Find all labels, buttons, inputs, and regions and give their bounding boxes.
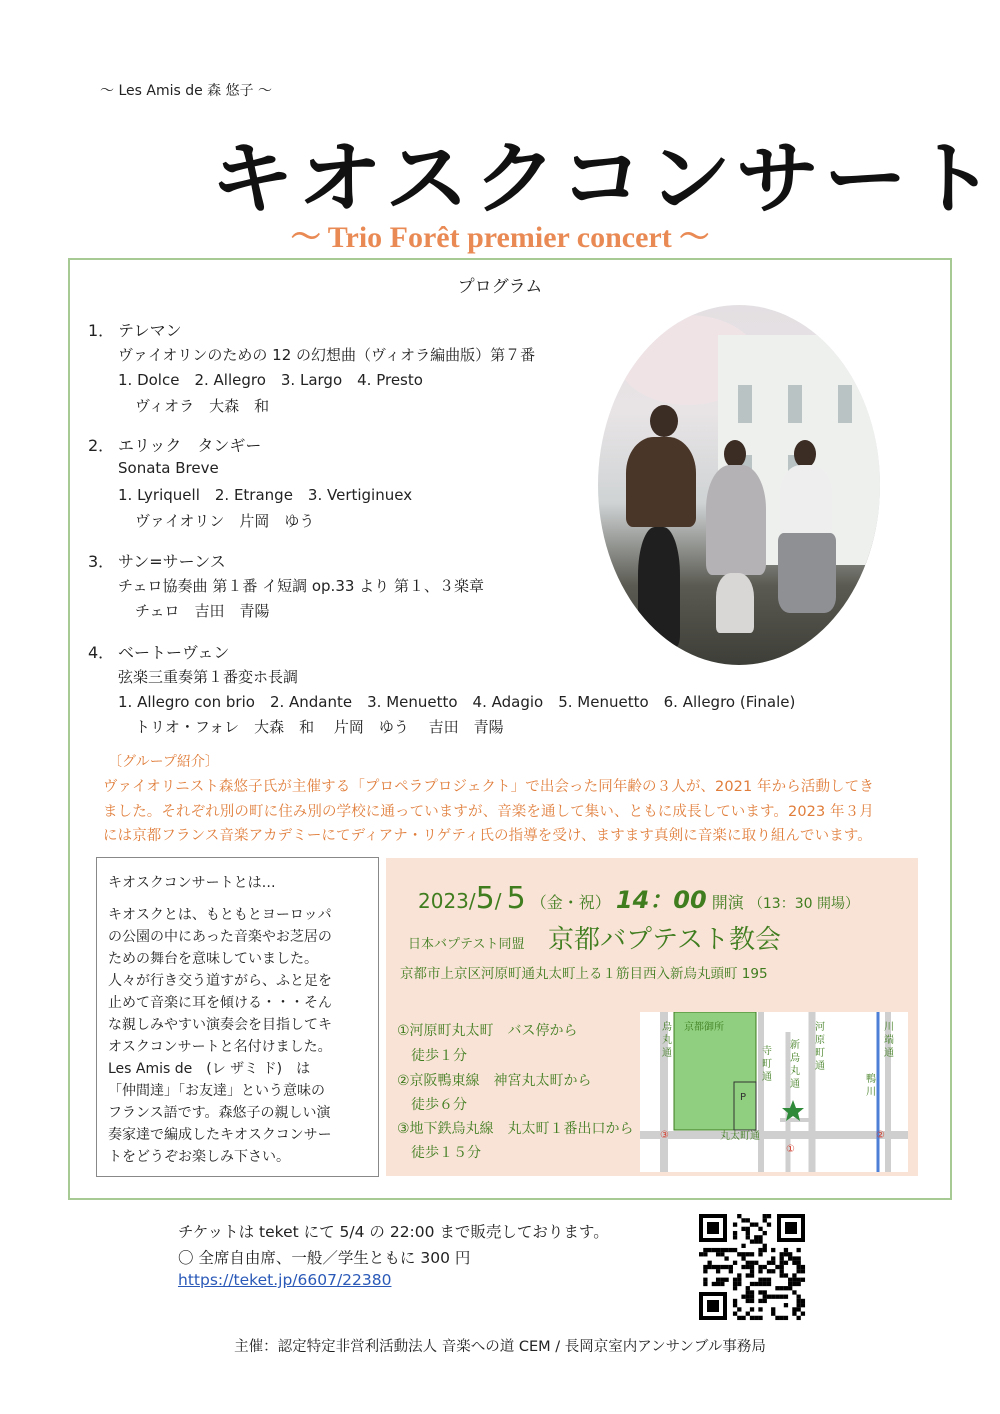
qr-module xyxy=(746,1252,750,1256)
qr-module xyxy=(703,1248,707,1252)
map-label-kawaramachi: 町 xyxy=(815,1048,825,1059)
person-2-legs xyxy=(716,573,754,633)
ticket-price: 〇 全席自由席、一般／学生ともに 300 円 xyxy=(178,1249,471,1267)
qr-module xyxy=(771,1248,775,1252)
qr-module xyxy=(733,1312,737,1316)
qr-module xyxy=(763,1278,767,1282)
date-separator: / xyxy=(494,889,502,913)
venue-address: 京都市上京区河原町通丸太町上る１筋目西入新烏丸頭町 195 xyxy=(400,966,768,982)
qr-module xyxy=(767,1261,771,1265)
qr-module xyxy=(801,1299,805,1303)
qr-module xyxy=(792,1261,796,1265)
group-intro-text: ヴァイオリニスト森悠子氏が主催する「プロペラプロジェクト」で出会った同年齢の３人が、2021 年から活動してき xyxy=(103,779,874,795)
program-movements: 1. Allegro con brio 2. Andante 3. Menuetto 4. Adagio 5. Menuetto 6. Allegro (Finale) xyxy=(118,693,796,711)
qr-module xyxy=(707,1261,711,1265)
kiosk-title: キオスクコンサートとは… xyxy=(108,875,276,891)
qr-module xyxy=(797,1278,801,1282)
map-label-shinkarasuma: 新 xyxy=(790,1040,800,1051)
qr-module xyxy=(763,1218,767,1222)
access-info: ②京阪鴨東線 神宮丸太町から xyxy=(397,1073,592,1089)
qr-module xyxy=(767,1278,771,1282)
qr-module xyxy=(733,1261,737,1265)
qr-module xyxy=(771,1312,775,1316)
subway-station-marker: ③ xyxy=(660,1130,669,1141)
program-work: 弦楽三重奏第１番変ホ長調 xyxy=(118,668,299,686)
program-composer: サン=サーンス xyxy=(118,552,226,571)
qr-module xyxy=(792,1273,796,1277)
kiosk-text: オスクコンサートと名付けました。 xyxy=(108,1039,332,1055)
concert-title: キオスクコンサート xyxy=(210,132,1000,226)
qr-module xyxy=(780,1295,784,1299)
qr-module xyxy=(716,1252,720,1256)
qr-module xyxy=(750,1261,754,1265)
qr-module xyxy=(746,1290,750,1294)
qr-module xyxy=(763,1282,767,1286)
bus-stop-marker: ① xyxy=(786,1144,795,1155)
qr-module xyxy=(780,1256,784,1260)
qr-module xyxy=(750,1307,754,1311)
qr-module xyxy=(771,1307,775,1311)
program-work: チェロ協奏曲 第１番 イ短調 op.33 より 第１、３楽章 xyxy=(118,577,484,595)
qr-module xyxy=(758,1239,762,1243)
qr-module xyxy=(767,1282,771,1286)
qr-module xyxy=(763,1214,767,1218)
kiosk-text: な親しみやすい演奏会を目指してキ xyxy=(108,1017,332,1033)
church-union: 日本バプテスト同盟 xyxy=(408,937,525,952)
program-composer: ベートーヴェン xyxy=(118,643,230,662)
qr-module xyxy=(758,1282,762,1286)
qr-module xyxy=(792,1307,796,1311)
qr-module xyxy=(733,1231,737,1235)
qr-module xyxy=(780,1286,784,1290)
program-item-number: 1． xyxy=(88,321,115,340)
program-work: Sonata Breve xyxy=(118,459,219,477)
qr-module xyxy=(729,1265,733,1269)
map-label-teramachi: 町 xyxy=(762,1059,772,1070)
qr-finder xyxy=(707,1300,719,1312)
qr-module xyxy=(784,1316,788,1320)
program-item-number: 3． xyxy=(88,552,115,571)
qr-module xyxy=(750,1299,754,1303)
qr-module xyxy=(767,1295,771,1299)
qr-module xyxy=(801,1265,805,1269)
qr-module xyxy=(797,1248,801,1252)
qr-module xyxy=(784,1248,788,1252)
qr-module xyxy=(763,1299,767,1303)
person-1 xyxy=(626,437,696,527)
qr-module xyxy=(741,1218,745,1222)
qr-module xyxy=(746,1273,750,1277)
qr-finder xyxy=(707,1222,719,1234)
qr-module xyxy=(780,1265,784,1269)
qr-module xyxy=(801,1303,805,1307)
event-month: 5 xyxy=(475,881,495,916)
qr-module xyxy=(797,1265,801,1269)
qr-module xyxy=(758,1227,762,1231)
qr-module xyxy=(746,1286,750,1290)
qr-module xyxy=(750,1273,754,1277)
qr-module xyxy=(771,1256,775,1260)
qr-module xyxy=(741,1295,745,1299)
person-head xyxy=(650,405,678,437)
qr-module xyxy=(703,1269,707,1273)
qr-module xyxy=(750,1265,754,1269)
qr-module xyxy=(741,1252,745,1256)
qr-module xyxy=(763,1244,767,1248)
qr-module xyxy=(746,1235,750,1239)
program-item-number: 2． xyxy=(88,436,115,455)
qr-module xyxy=(724,1256,728,1260)
map-label-kawabata: 通 xyxy=(884,1048,894,1059)
concert-subtitle: ～ Trio Forêt premier concert ～ xyxy=(290,221,710,254)
qr-module xyxy=(746,1295,750,1299)
qr-module xyxy=(784,1286,788,1290)
access-info: 徒歩６分 xyxy=(397,1097,467,1113)
qr-module xyxy=(758,1248,762,1252)
qr-module xyxy=(763,1265,767,1269)
qr-finder xyxy=(785,1222,797,1234)
group-intro-text: には京都フランス音楽アカデミーにてディアナ・リゲティ氏の指導を受け、ますます真剣に音楽に取り組んでいます。 xyxy=(103,828,872,844)
qr-module xyxy=(716,1269,720,1273)
map-label-kawaramachi: 通 xyxy=(815,1061,825,1072)
qr-module xyxy=(720,1265,724,1269)
event-time: 14：00 xyxy=(615,886,707,914)
qr-module xyxy=(754,1316,758,1320)
qr-module xyxy=(784,1261,788,1265)
qr-module xyxy=(771,1261,775,1265)
qr-module xyxy=(797,1269,801,1273)
person-3 xyxy=(780,465,832,535)
qr-module xyxy=(797,1256,801,1260)
qr-module xyxy=(741,1316,745,1320)
qr-code-icon[interactable] xyxy=(697,1212,807,1322)
qr-module xyxy=(784,1295,788,1299)
map-label-karasuma: 通 xyxy=(662,1048,672,1059)
qr-module xyxy=(758,1316,762,1320)
qr-module xyxy=(746,1261,750,1265)
map-label-karasuma: 烏 xyxy=(662,1022,672,1033)
program-movements: 1. Dolce 2. Allegro 3. Largo 4. Presto xyxy=(118,371,423,389)
person-1-legs xyxy=(638,527,680,647)
qr-module xyxy=(750,1222,754,1226)
qr-module xyxy=(729,1248,733,1252)
access-info: ③地下鉄烏丸線 丸太町１番出口から xyxy=(397,1121,634,1137)
map-label-kamogawa: 鴨 xyxy=(866,1074,876,1085)
qr-module xyxy=(746,1231,750,1235)
qr-module xyxy=(750,1282,754,1286)
qr-module xyxy=(797,1282,801,1286)
program-performers: チェロ 吉田 青陽 xyxy=(135,602,270,620)
qr-module xyxy=(788,1256,792,1260)
qr-module xyxy=(746,1299,750,1303)
program-movements: 1. Lyriquell 2. Etrange 3. Vertiginuex xyxy=(118,486,413,504)
qr-module xyxy=(797,1299,801,1303)
event-open-label: 開演 xyxy=(711,893,744,912)
map-label-kawaramachi: 原 xyxy=(815,1035,825,1046)
qr-module xyxy=(763,1290,767,1294)
qr-module xyxy=(754,1239,758,1243)
qr-module xyxy=(801,1269,805,1273)
qr-module xyxy=(754,1222,758,1226)
qr-module xyxy=(754,1235,758,1239)
qr-module xyxy=(737,1278,741,1282)
qr-module xyxy=(788,1278,792,1282)
qr-module xyxy=(784,1252,788,1256)
qr-module xyxy=(720,1282,724,1286)
qr-module xyxy=(733,1286,737,1290)
kiosk-text: 「仲間達」「お友達」という意味の xyxy=(108,1083,325,1099)
qr-module xyxy=(767,1269,771,1273)
qr-module xyxy=(737,1214,741,1218)
qr-module xyxy=(754,1261,758,1265)
map-label-shinkarasuma: 烏 xyxy=(790,1053,800,1064)
qr-module xyxy=(729,1269,733,1273)
qr-module xyxy=(716,1282,720,1286)
map-label-teramachi: 通 xyxy=(762,1072,772,1083)
qr-module xyxy=(750,1316,754,1320)
kiosk-text: キオスクとは、もともとヨーロッパ xyxy=(108,907,332,923)
qr-module xyxy=(699,1252,703,1256)
qr-module xyxy=(758,1278,762,1282)
qr-module xyxy=(750,1290,754,1294)
qr-module xyxy=(737,1316,741,1320)
qr-module xyxy=(780,1316,784,1320)
access-info: ①河原町丸太町 バス停から xyxy=(397,1023,578,1039)
qr-module xyxy=(767,1214,771,1218)
qr-module xyxy=(741,1265,745,1269)
qr-module xyxy=(703,1252,707,1256)
qr-module xyxy=(758,1252,762,1256)
program-composer: エリック タンギー xyxy=(118,436,262,455)
qr-module xyxy=(788,1282,792,1286)
keihan-station-marker: ② xyxy=(876,1130,885,1141)
qr-module xyxy=(797,1295,801,1299)
qr-module xyxy=(716,1265,720,1269)
event-doors: （13：30 開場） xyxy=(748,896,859,912)
qr-module xyxy=(737,1282,741,1286)
qr-module xyxy=(775,1265,779,1269)
qr-module xyxy=(797,1316,801,1320)
group-intro-label: 〔グループ紹介〕 xyxy=(108,754,219,770)
qr-module xyxy=(797,1303,801,1307)
event-datetime xyxy=(418,880,859,916)
kiosk-text: の公園の中にあった音楽やお芝居の xyxy=(108,929,332,945)
qr-module xyxy=(775,1316,779,1320)
qr-module xyxy=(780,1273,784,1277)
event-year: 2023/ xyxy=(418,889,476,913)
qr-module xyxy=(716,1248,720,1252)
qr-module xyxy=(792,1282,796,1286)
access-info: 徒歩１分 xyxy=(397,1048,467,1064)
qr-module xyxy=(746,1227,750,1231)
qr-module xyxy=(750,1252,754,1256)
qr-module xyxy=(771,1269,775,1273)
qr-module xyxy=(801,1312,805,1316)
map-label-kamogawa: 川 xyxy=(866,1087,876,1098)
qr-module xyxy=(767,1222,771,1226)
map-label-parking: P xyxy=(740,1092,747,1103)
qr-module xyxy=(733,1278,737,1282)
person-2 xyxy=(706,465,766,575)
qr-module xyxy=(746,1265,750,1269)
map-label-palace: 京都御所 xyxy=(684,1022,724,1033)
qr-module xyxy=(758,1307,762,1311)
map-label-karasuma: 丸 xyxy=(662,1035,672,1046)
qr-module xyxy=(707,1265,711,1269)
qr-module xyxy=(780,1252,784,1256)
map-label-kawabata: 端 xyxy=(884,1035,894,1046)
group-intro-text: ました。それぞれ別の町に住み別の学校に通っていますが、音楽を通して集い、ともに成長しています。2023 年３月 xyxy=(103,804,874,820)
kiosk-text: フランス語です。森悠子の親しい演 xyxy=(108,1105,331,1121)
qr-module xyxy=(784,1303,788,1307)
qr-module xyxy=(775,1286,779,1290)
qr-module xyxy=(792,1290,796,1294)
qr-module xyxy=(703,1282,707,1286)
map-label-marutamachi: 丸太町通 xyxy=(720,1131,760,1142)
person-head xyxy=(724,440,746,468)
program-work: ヴァイオリンのための 12 の幻想曲（ヴィオラ編曲版）第７番 xyxy=(118,346,536,364)
qr-module xyxy=(720,1252,724,1256)
qr-module xyxy=(780,1269,784,1273)
kiosk-text: トをどうぞお楽しみ下さい。 xyxy=(108,1149,290,1165)
qr-module xyxy=(737,1273,741,1277)
qr-module xyxy=(733,1299,737,1303)
qr-module xyxy=(754,1282,758,1286)
program-performers: トリオ・フォレ 大森 和 片岡 ゆう 吉田 青陽 xyxy=(135,718,504,736)
qr-module xyxy=(733,1303,737,1307)
map-label-kawaramachi: 河 xyxy=(815,1022,825,1033)
ticket-info: チケットは teket にて 5/4 の 22:00 まで販売しております。 xyxy=(178,1223,609,1241)
kiosk-text: ための舞台を意味していました。 xyxy=(108,951,318,967)
qr-module xyxy=(741,1244,745,1248)
qr-module xyxy=(703,1278,707,1282)
qr-module xyxy=(797,1261,801,1265)
person-3-skirt xyxy=(778,533,836,613)
qr-module xyxy=(716,1278,720,1282)
qr-module xyxy=(703,1265,707,1269)
organizer: 主催：認定特定非営利活動法人 音楽への道 CEM / 長岡京室内アンサンブル事務局 xyxy=(234,1339,766,1355)
map-label-kawabata: 川 xyxy=(884,1022,894,1033)
qr-module xyxy=(763,1248,767,1252)
qr-module xyxy=(758,1299,762,1303)
qr-module xyxy=(788,1286,792,1290)
qr-module xyxy=(712,1265,716,1269)
qr-module xyxy=(750,1239,754,1243)
qr-module xyxy=(741,1227,745,1231)
qr-module xyxy=(733,1222,737,1226)
map-label-teramachi: 寺 xyxy=(762,1046,772,1057)
program-performers: ヴァイオリン 片岡 ゆう xyxy=(135,512,315,530)
qr-module xyxy=(758,1269,762,1273)
qr-module xyxy=(707,1248,711,1252)
kiosk-text: 奏家達で編成したキオスクコンサー xyxy=(108,1127,332,1143)
kiosk-text: 止めて音楽に耳を傾ける・・・そん xyxy=(108,995,332,1011)
qr-module xyxy=(775,1295,779,1299)
access-map xyxy=(640,1012,908,1172)
trio-photo xyxy=(598,305,880,665)
qr-module xyxy=(771,1295,775,1299)
qr-module xyxy=(733,1248,737,1252)
program-item-number: 4． xyxy=(88,643,115,662)
qr-module xyxy=(737,1307,741,1311)
qr-module xyxy=(746,1312,750,1316)
kiosk-text: 人々が行き交う道すがら、ふと足を xyxy=(108,973,332,989)
qr-module xyxy=(733,1282,737,1286)
map-label-shinkarasuma: 通 xyxy=(790,1079,800,1090)
qr-module xyxy=(758,1265,762,1269)
kiosk-text: Les Amis de (レ ザミ ド) は xyxy=(108,1061,311,1077)
qr-module xyxy=(733,1235,737,1239)
program-heading: プログラム xyxy=(457,277,543,297)
map-label-shinkarasuma: 丸 xyxy=(790,1066,800,1077)
series-label: ～ Les Amis de 森 悠子 ～ xyxy=(100,83,273,99)
qr-module xyxy=(737,1252,741,1256)
program-performers: ヴィオラ 大森 和 xyxy=(135,397,270,415)
qr-module xyxy=(724,1278,728,1282)
qr-module xyxy=(724,1248,728,1252)
access-info: 徒歩１５分 xyxy=(397,1145,481,1161)
qr-module xyxy=(792,1256,796,1260)
qr-module xyxy=(720,1248,724,1252)
qr-module xyxy=(724,1265,728,1269)
qr-module xyxy=(788,1252,792,1256)
qr-module xyxy=(792,1278,796,1282)
program-composer: テレマン xyxy=(118,321,182,340)
qr-module xyxy=(792,1312,796,1316)
qr-module xyxy=(720,1278,724,1282)
qr-module xyxy=(780,1261,784,1265)
qr-module xyxy=(712,1248,716,1252)
qr-module xyxy=(712,1282,716,1286)
qr-module xyxy=(750,1295,754,1299)
event-day-of-week: （金・祝） xyxy=(530,893,611,912)
venue-name: 京都バプテスト教会 xyxy=(548,925,781,955)
person-head xyxy=(794,440,816,468)
event-day: 5 xyxy=(506,881,526,916)
qr-module xyxy=(784,1273,788,1277)
church-star-icon xyxy=(782,1100,804,1121)
qr-module xyxy=(801,1278,805,1282)
qr-module xyxy=(750,1269,754,1273)
qr-module xyxy=(763,1295,767,1299)
qr-module xyxy=(758,1235,762,1239)
qr-module xyxy=(758,1290,762,1294)
qr-module xyxy=(797,1307,801,1311)
qr-module xyxy=(746,1218,750,1222)
qr-module xyxy=(763,1231,767,1235)
qr-module xyxy=(741,1256,745,1260)
ticket-link[interactable]: https://teket.jp/6607/22380 xyxy=(178,1271,392,1289)
